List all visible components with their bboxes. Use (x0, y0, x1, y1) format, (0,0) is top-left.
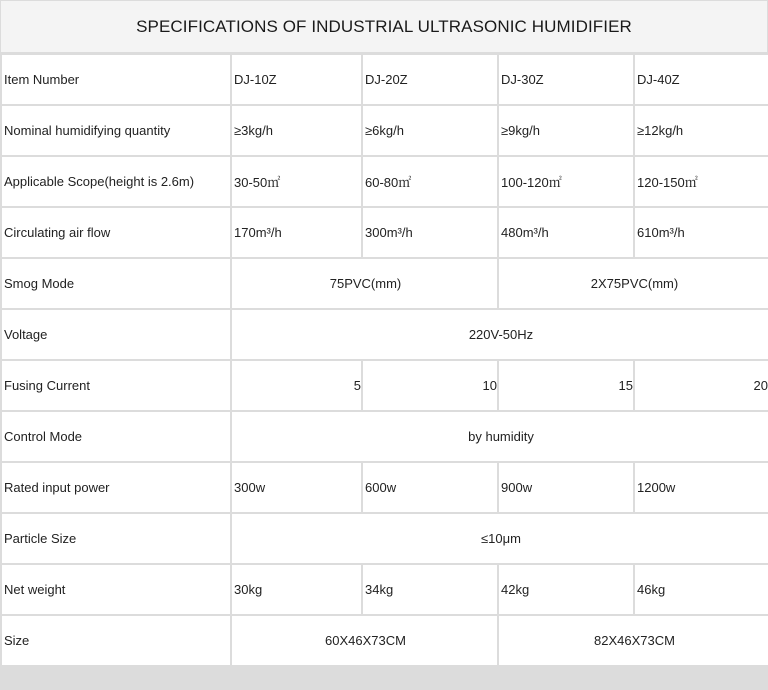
row-label: Applicable Scope(height is 2.6m) (2, 157, 230, 206)
table-cell: 300m³/h (363, 208, 497, 257)
row-label: Net weight (2, 565, 230, 614)
table-row (2, 361, 768, 410)
table-cell-merged: 75PVC(mm) (232, 259, 497, 308)
row-label: Voltage (2, 310, 230, 359)
table-cell: 30kg (232, 565, 361, 614)
table-row (2, 55, 768, 104)
table-cell: ≥9kg/h (499, 106, 633, 155)
row-label: Nominal humidifying quantity (2, 106, 230, 155)
table-cell-merged: 60X46X73CM (232, 616, 497, 665)
table-row (2, 412, 768, 461)
table-cell: ≥6kg/h (363, 106, 497, 155)
table-cell: 1200w (635, 463, 768, 512)
table-row (2, 106, 768, 155)
row-label: Rated input power (2, 463, 230, 512)
table-row (2, 565, 768, 614)
row-label: Control Mode (2, 412, 230, 461)
row-label: Circulating air flow (2, 208, 230, 257)
table-cell: 300w (232, 463, 361, 512)
table-cell: 100-120㎡ (499, 157, 633, 206)
table-cell: 10 (363, 361, 497, 410)
table-row (2, 463, 768, 512)
table-cell-merged: 220V-50Hz (232, 310, 768, 359)
row-label: Fusing Current (2, 361, 230, 410)
table-cell: 480m³/h (499, 208, 633, 257)
table-cell: 30-50㎡ (232, 157, 361, 206)
table-cell: ≥3kg/h (232, 106, 361, 155)
table-cell-merged: ≤10μm (232, 514, 768, 563)
table-cell: 15 (499, 361, 633, 410)
table-row (2, 157, 768, 206)
row-label: Size (2, 616, 230, 665)
table-cell: ≥12kg/h (635, 106, 768, 155)
row-label: Item Number (2, 55, 230, 104)
table-cell: 46kg (635, 565, 768, 614)
table-row (2, 616, 768, 665)
table-row (2, 208, 768, 257)
row-label: Smog Mode (2, 259, 230, 308)
table-cell: DJ-20Z (363, 55, 497, 104)
table-cell-merged: 82X46X73CM (499, 616, 768, 665)
spec-table (0, 53, 768, 667)
table-cell: 170m³/h (232, 208, 361, 257)
table-title: SPECIFICATIONS OF INDUSTRIAL ULTRASONIC HUMIDIFIER (1, 1, 767, 52)
table-cell: 60-80㎡ (363, 157, 497, 206)
table-cell: 42kg (499, 565, 633, 614)
table-cell: DJ-30Z (499, 55, 633, 104)
table-row (2, 310, 768, 359)
table-cell: 120-150㎡ (635, 157, 768, 206)
table-row (2, 514, 768, 563)
table-row (2, 259, 768, 308)
table-cell-merged: by humidity (232, 412, 768, 461)
table-cell-merged: 2X75PVC(mm) (499, 259, 768, 308)
table-cell: 20 (635, 361, 768, 410)
table-cell: DJ-10Z (232, 55, 361, 104)
table-cell: 34kg (363, 565, 497, 614)
table-cell: 5 (232, 361, 361, 410)
table-cell: 600w (363, 463, 497, 512)
table-cell: 900w (499, 463, 633, 512)
table-cell: 610m³/h (635, 208, 768, 257)
row-label: Particle Size (2, 514, 230, 563)
table-cell: DJ-40Z (635, 55, 768, 104)
